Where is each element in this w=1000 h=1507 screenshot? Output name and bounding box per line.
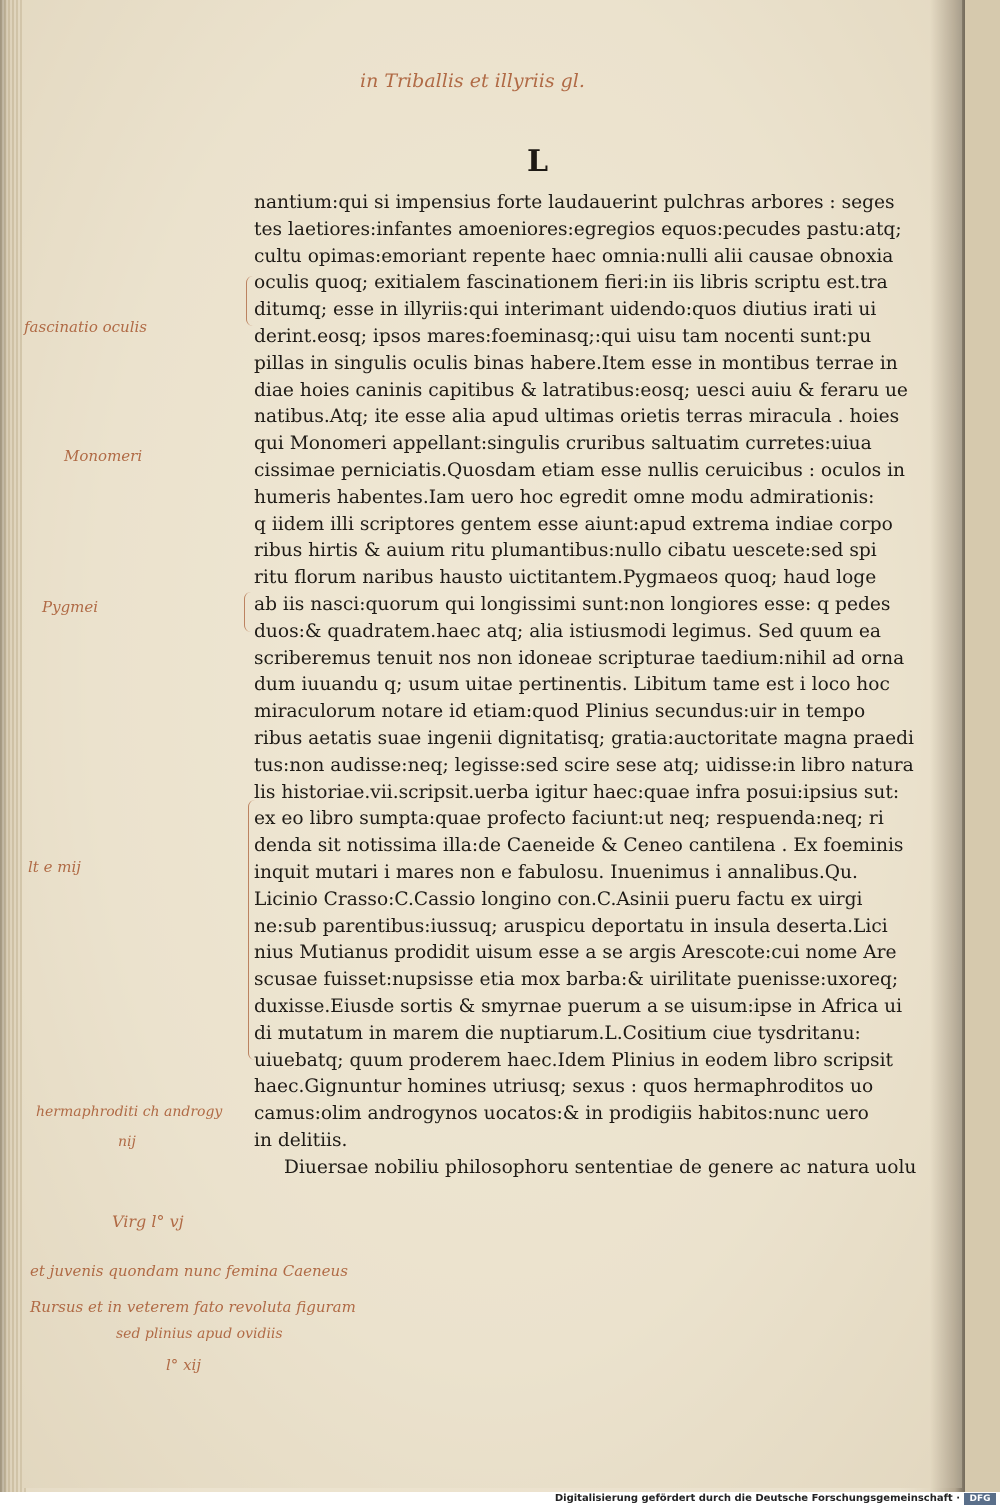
text-line: haec.Gignuntur homines utriusq; sexus : quos hermaphroditos uo (254, 1076, 874, 1098)
footer-credit: Digitalisierung gefördert durch die Deutsche Forschungsgemeinschaft · (554, 1493, 960, 1504)
text-line: scriberemus tenuit nos non idoneae scripturae taedium:nihil ad orna (254, 647, 905, 669)
text-line: ab iis nasci:quorum qui longissimi sunt:non longiores esse: q pedes (254, 593, 891, 615)
margin-bracket (246, 276, 253, 326)
text-line: tus:non audisse:neq; legisse:sed scire sese atq; uidisse:in libro natura (254, 754, 914, 776)
next-page-edge (965, 0, 1000, 1492)
text-line: nantium:qui si impensius forte laudauerint pulchras arbores : seges (254, 192, 895, 213)
text-line: diae hoies caninis capitibus & latratibus:eosq; uesci auiu & feraru ue (254, 379, 908, 401)
text-line: ribus hirtis & auium ritu plumantibus:nullo cibatu uescete:sed spi (254, 540, 877, 562)
text-line: inquit mutari i mares non e fabulosu. Inuenimus i annalibus.Qu. (254, 861, 858, 883)
spine-shadow (930, 0, 970, 1492)
signature-mark: L (527, 144, 550, 179)
bottom-note-2: et juvenis quondam nunc femina Caeneus (30, 1262, 348, 1280)
text-line: nius Mutianus prodidit uisum esse a se argis Arescote:cui nome Are (254, 942, 897, 964)
text-line: Diuersae nobiliu philosophoru sententiae de genere ac natura uolu (284, 1156, 917, 1178)
margin-note-book-ref: lt e mij (28, 858, 81, 876)
margin-note-fascinatio: fascinatio oculis (24, 318, 148, 336)
footer-bar (0, 1492, 1000, 1507)
text-line: cultu opimas:emoriant repente haec omnia:nulli alii causae obnoxia (254, 245, 894, 267)
margin-bracket (248, 800, 255, 1060)
text-line: dum iuuandu q; usum uitae pertinentis. Libitum tame est i loco hoc (254, 674, 890, 696)
text-line: ribus aetatis suae ingenii dignitatisq; gratia:auctoritate magna praedi (254, 727, 914, 749)
text-line: q iidem illi scriptores gentem esse aiunt:apud extrema indiae corpo (254, 513, 893, 535)
margin-note-hermaphroditi-2: nij (118, 1134, 136, 1150)
bottom-note-4: sed plinius apud ovidiis (116, 1326, 283, 1342)
text-line: di mutatum in marem die nuptiarum.L.Cositium ciue tysdritanu: (254, 1022, 861, 1044)
text-line: tes laetiores:infantes amoeniores:egregios equos:pecudes pastu:atq; (254, 218, 902, 240)
bottom-note-5: l° xij (166, 1356, 201, 1374)
text-line: duos:& quadratem.haec atq; alia istiusmodi legimus. Sed quum ea (254, 620, 882, 642)
text-line: natibus.Atq; ite esse alia apud ultimas orietis terras miracula . hoies (254, 406, 900, 428)
text-line: scusae fuisset:nupsisse etia mox barba:& uirilitate puenisse:uxoreq; (254, 969, 899, 991)
text-line: oculis quoq; exitialem fascinationem fieri:in iis libris scriptu est.tra (254, 272, 888, 294)
text-line: lis historiae.vii.scripsit.uerba igitur haec:quae infra posui:ipsius sut: (254, 781, 900, 803)
text-line: humeris habentes.Iam uero hoc egredit omne modu admirationis: (254, 486, 875, 508)
text-line: pillas in singulis oculis binas habere.Item esse in montibus terrae in (254, 352, 898, 374)
margin-note-hermaphroditi: hermaphroditi ch androgy (36, 1104, 223, 1120)
text-line: duxisse.Eiusde sortis & smyrnae puerum a se uisum:ipse in Africa ui (254, 995, 903, 1017)
text-line: ne:sub parentibus:iussuq; aruspicu deportatu in insula deserta.Lici (254, 915, 888, 937)
text-line: qui Monomeri appellant:singulis cruribus saltuatim curretes:uiua (254, 433, 872, 455)
margin-note-pygmei: Pygmei (42, 598, 99, 616)
text-line: miraculorum notare id etiam:quod Plinius secundus:uir in tempo (254, 701, 866, 723)
text-line: cissimae perniciatis.Quosdam etiam esse nullis ceruicibus : oculos in (254, 459, 906, 481)
printed-text-block (254, 190, 917, 1181)
text-line: denda sit notissima illa:de Caeneide & Ceneo cantilena . Ex foeminis (254, 835, 904, 857)
text-line: in delitiis. (254, 1129, 348, 1151)
text-line: ritu florum naribus hausto uictitantem.Pygmaeos quoq; haud loge (254, 567, 877, 589)
bottom-note-3: Rursus et in veterem fato revoluta figuram (30, 1298, 356, 1316)
margin-bracket (244, 592, 251, 632)
text-line: derint.eosq; ipsos mares:foeminasq;:qui uisu tam nocenti sunt:pu (254, 325, 872, 347)
handwritten-top-note: in Triballis et illyriis gl. (360, 70, 585, 92)
dfg-logo: DFG (964, 1493, 996, 1505)
text-line: ditumq; esse in illyriis:qui interimant uidendo:quos diutius irati ui (254, 299, 877, 321)
margin-note-monomeri: Monomeri (64, 447, 143, 465)
text-line: camus:olim androgynos uocatos:& in prodigiis habitos:nunc uero (254, 1103, 869, 1125)
text-line: uiuebatq; quum proderem haec.Idem Plinius in eodem libro scripsit (254, 1049, 894, 1071)
text-line: ex eo libro sumpta:quae profecto faciunt:ut neq; respuenda:neq; ri (254, 808, 884, 830)
text-line: Licinio Crasso:C.Cassio longino con.C.Asinii pueru factu ex uirgi (254, 888, 863, 910)
bottom-note-1: Virg l° vj (112, 1212, 184, 1231)
